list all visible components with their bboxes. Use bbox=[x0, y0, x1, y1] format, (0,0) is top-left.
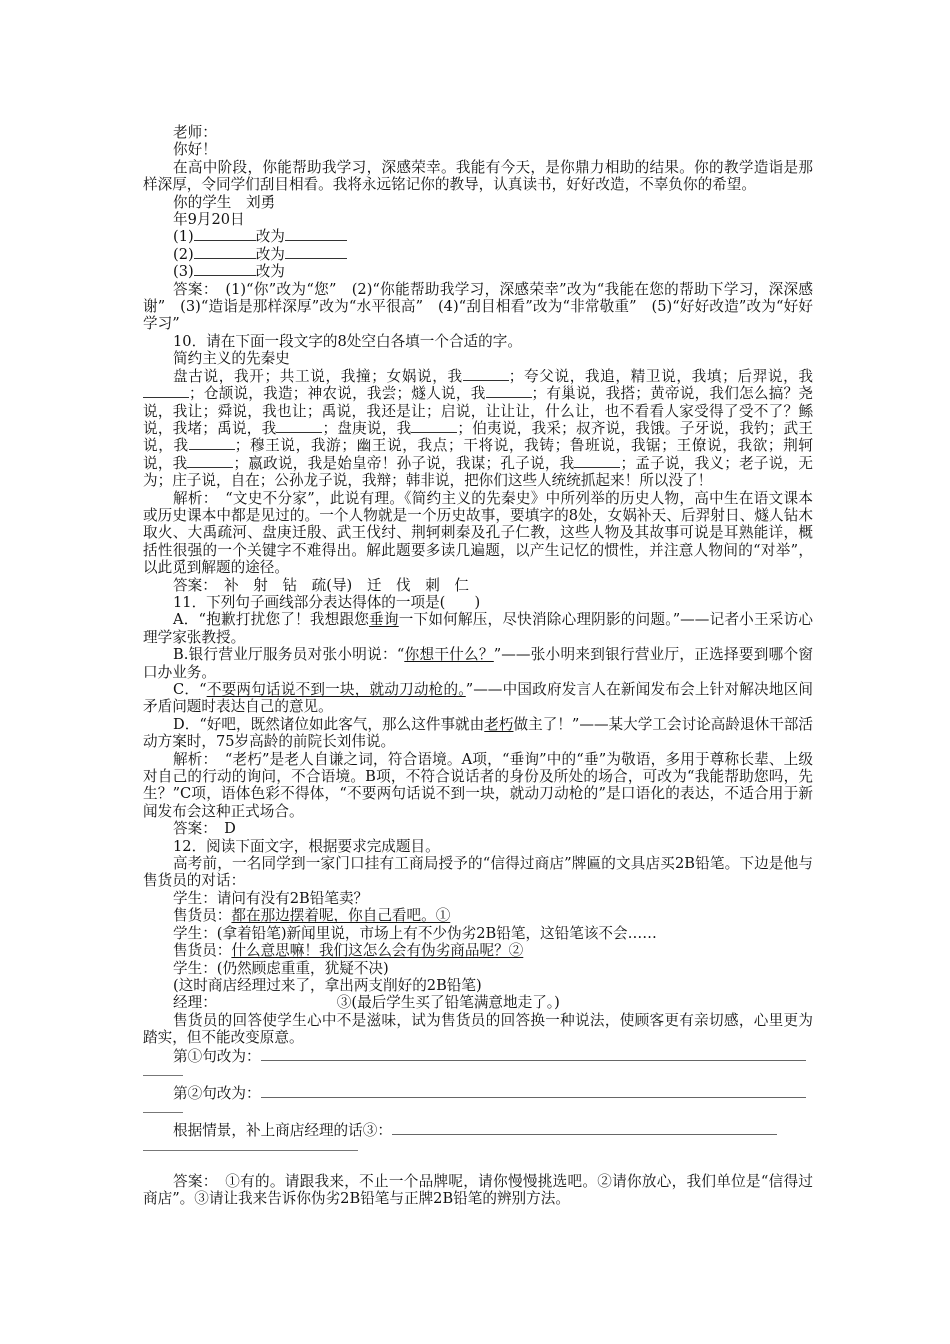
q11-question: 11．下列句子画线部分表达得体的一项是( ) bbox=[173, 593, 481, 611]
answer-line-continuation bbox=[143, 1140, 358, 1151]
blank-line[interactable] bbox=[574, 455, 620, 468]
q12-dialogue-2: 售货员：都在那边摆着呢，你自己看吧。① bbox=[173, 907, 451, 925]
q11-option-b: B.银行营业厅服务员对张小明说：“你想干什么？”——张小明来到银行营业厅，正选择要到哪个窗口办业务。 bbox=[143, 646, 813, 681]
q12-intro: 高考前，一名同学到一家门口挂有工商局授予的“信得过商店”牌匾的文具店买2B铅笔。下边是他与售货员的对话： bbox=[143, 855, 813, 890]
q11-option-c: C．“不要两句话说不到一块，就动刀动枪的。”——中国政府发言人在新闻发布会上针对解决地区间矛盾问题时表达自己的意见。 bbox=[143, 681, 813, 716]
q10-passage: 盘古说，我开；共工说，我撞；女娲说，我 ；夸父说，我追，精卫说，我填；后羿说，我；仓颉说，我造；神农说，我尝；燧人说，我 ；有巢说，我搭；黄帝说，我们怎么搞？尧说，我让；舜说，我也让；禹说，我还是让；启说，让让让，什么让，也不看看人家受得了受不了？鲧说，我堵；禹说，我 ；盘庚说，我 ；伯夷说，我采；叔齐说，我饿。子牙说，我钓；武王说，我 ；穆王说，我游；幽王说，我点；干将说，我铸；鲁班说，我锯；王僚说，我欲；荆轲说，我 ；嬴政说，我是始皇帝！孙子说，我谋；孔子说，我 ；孟子说，我义；老子说，无为；庄子说，自在；公孙龙子说，我辩；韩非说，把你们这些人统统抓起来！所以没了！ bbox=[143, 367, 813, 490]
q11-answer: 答案： D bbox=[173, 820, 236, 838]
blank-line[interactable] bbox=[463, 368, 509, 381]
blank-line[interactable] bbox=[187, 455, 233, 468]
q12-task: 售货员的回答使学生心中不是滋味，试为售货员的回答换一种说法，使顾客更有亲切感，心里更为踏实，但不能改变原意。 bbox=[143, 1011, 813, 1047]
document-page bbox=[143, 124, 813, 1208]
letter-answer: 答案： (1)“你”改为“您” (2)“你能帮助我学习，深感荣幸”改为“我能在您的帮助下学习，深深感谢” (3)“造诣是那样深厚”改为“水平很高” (4)“刮目相看”改为“非常敬重” (5)“好好改造”改为“好好学习” bbox=[143, 280, 813, 333]
q12-fill-3: 根据情景，补上商店经理的话③： bbox=[143, 1121, 813, 1139]
blank-line[interactable] bbox=[285, 228, 347, 241]
letter-signature: 你的学生 刘勇 bbox=[173, 193, 276, 211]
q12-question: 12．阅读下面文字，根据要求完成题目。 bbox=[173, 837, 440, 855]
q12-answer: 答案： ①有的。请跟我来，不止一个品牌呢，请你慢慢挑选吧。②请你放心，我们单位是“信得过商店”。③请让我来告诉你伪劣2B铅笔与正牌2B铅笔的辨别方法。 bbox=[143, 1172, 813, 1208]
q12-dialogue-4: 售货员：什么意思嘛！我们这怎么会有伪劣商品呢？② bbox=[173, 942, 524, 960]
blank-line[interactable] bbox=[189, 437, 235, 450]
answer-line[interactable] bbox=[261, 1047, 806, 1061]
letter-body: 在高中阶段，你能帮助我学习，深感荣幸。我能有今天，是你鼎力相助的结果。你的教学造诣是那样深厚，令同学们刮目相看。我将永远铭记你的教导，认真读书，好好改造，不辜负你的希望。 bbox=[143, 158, 813, 194]
q11-option-d: D．“好吧，既然诸位如此客气，那么这件事就由老朽做主了！”——某大学工会讨论高龄退休干部活动方案时，75岁高龄的前院长刘伟说。 bbox=[143, 715, 813, 751]
blank-line[interactable] bbox=[276, 420, 322, 433]
q11-analysis: 解析： “老朽”是老人自谦之词，符合语境。A项，“垂询”中的“垂”为敬语，多用于尊称长辈、上级对自己的行动的询问，不合语境。B项，不符合说话者的身份及所处的场合，可改为“我能帮助您吗，先生？”C项，语体色彩不得体，“不要两句话说不到一块，就动刀动枪的”是口语化的表达，不适合用于新闻发布会这种正式场合。 bbox=[143, 750, 813, 820]
q12-fill-2: 第②句改为： bbox=[143, 1084, 813, 1102]
blank-line[interactable] bbox=[143, 385, 189, 398]
q12-fill-1: 第①句改为： bbox=[143, 1047, 813, 1065]
q12-dialogue-1: 学生：请问有没有2B铅笔卖？ bbox=[173, 889, 369, 907]
q12-dialogue-6: (这时商店经理过来了，拿出两支削好的2B铅笔) bbox=[173, 976, 482, 994]
answer-line[interactable] bbox=[261, 1084, 806, 1098]
q10-question: 10．请在下面一段文字的8处空白各填一个合适的字。 bbox=[173, 332, 522, 350]
q11-option-a: A．“抱歉打扰您了！我想跟您垂询一下如何解压，尽快消除心理阴影的问题。”——记者小王采访心理学家张教授。 bbox=[143, 611, 813, 646]
q10-answer: 答案： 补 射 钻 疏(导) 迁 伐 刺 仁 bbox=[173, 576, 469, 594]
q12-dialogue-3: 学生：(拿着铅笔)新闻里说，市场上有不少伪劣2B铅笔，这铅笔该不会…… bbox=[173, 924, 657, 942]
fill-item-2: (2) 改为 bbox=[143, 246, 813, 263]
letter-salutation: 老师： bbox=[173, 124, 217, 141]
blank-line[interactable] bbox=[285, 246, 347, 259]
answer-line-continuation bbox=[143, 1102, 183, 1113]
blank-line[interactable] bbox=[194, 263, 256, 276]
blank-line[interactable] bbox=[486, 385, 532, 398]
q12-dialogue-7: 经理： ③(最后学生买了铅笔满意地走了。) bbox=[173, 994, 560, 1012]
answer-line-continuation bbox=[143, 1065, 183, 1076]
blank-line[interactable] bbox=[194, 246, 256, 259]
q10-title: 简约主义的先秦史 bbox=[173, 350, 290, 368]
blank-line[interactable] bbox=[194, 228, 256, 241]
fill-item-3: (3) 改为 bbox=[173, 263, 285, 281]
fill-item-1: (1) 改为 bbox=[143, 228, 813, 245]
q10-analysis: 解析： “文史不分家”，此说有理。《简约主义的先秦史》中所列举的历史人物，高中生在语文课本或历史课本中都是见过的。一个人物就是一个历史故事，要填字的8处，女娲补天、后羿射日、燧人钻木取火、大禹疏河、盘庚迁殷、武王伐纣、荆轲刺秦及孔子仁教，这些人物及其故事可说是耳熟能详，概括性很强的一个关键字不难得出。解此题要多读几遍题，以产生记忆的惯性，并注意人物间的“对举”，以此觅到解题的途径。 bbox=[143, 489, 813, 577]
blank-line[interactable] bbox=[411, 420, 457, 433]
letter-greeting: 你好！ bbox=[173, 141, 217, 159]
q12-dialogue-5: 学生：(仍然顾虑重重，犹疑不决) bbox=[173, 959, 389, 977]
letter-date: 年9月20日 bbox=[173, 211, 245, 229]
answer-line[interactable] bbox=[392, 1121, 777, 1135]
